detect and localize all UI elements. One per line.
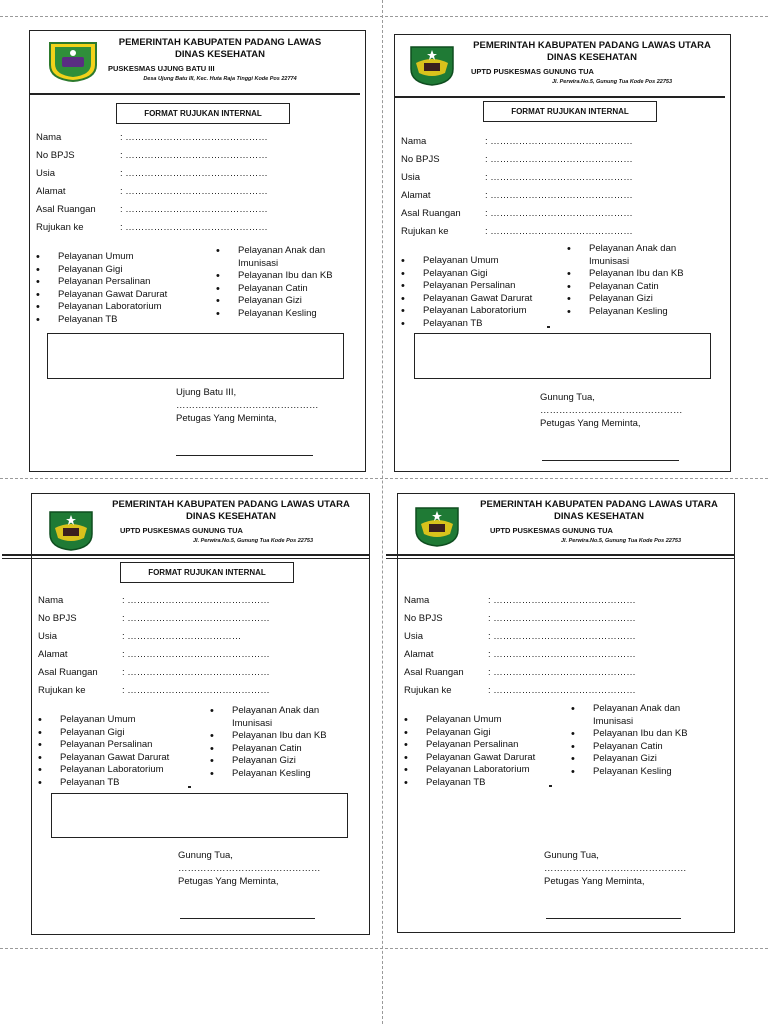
service-item: • Pelayanan Anak dan Imunisasi xyxy=(216,245,346,270)
letterhead-rule-thin xyxy=(386,558,734,559)
service-item: • Pelayanan Ibu dan KB xyxy=(210,730,350,743)
field-blank: : ……………………………………… xyxy=(485,154,633,165)
field-label: Asal Ruangan xyxy=(38,667,98,678)
field-label: Rujukan ke xyxy=(401,226,449,237)
service-item: • Pelayanan Gigi xyxy=(404,727,574,740)
field-label: Nama xyxy=(38,595,64,606)
signature-block xyxy=(540,391,730,430)
signature-block xyxy=(544,849,734,888)
service-item: • Pelayanan Anak dan Imunisasi xyxy=(571,703,711,728)
letterhead-clinic: UPTD PUSKESMAS GUNUNG TUA xyxy=(490,525,613,535)
signature-line[interactable] xyxy=(542,460,679,461)
services-right xyxy=(210,705,350,780)
service-item: • Pelayanan Laboratorium xyxy=(36,301,206,314)
service-item: • Pelayanan Persalinan xyxy=(401,280,571,293)
letterhead-clinic: UPTD PUSKESMAS GUNUNG TUA xyxy=(120,525,243,535)
service-item: • Pelayanan Gawat Darurat xyxy=(38,752,208,765)
field-blank: : ……………………………………… xyxy=(485,226,633,237)
field-label: Nama xyxy=(401,136,427,147)
field-blank: : ……………………………………… xyxy=(485,208,633,219)
service-item: • Pelayanan Kesling xyxy=(567,306,707,319)
service-item: • Pelayanan Umum xyxy=(36,251,206,264)
field-label: No BPJS xyxy=(401,154,440,165)
service-item: • Pelayanan Ibu dan KB xyxy=(216,270,346,283)
service-item: • Pelayanan Umum xyxy=(401,255,571,268)
field-blank: : ……………………………………… xyxy=(120,222,268,233)
services-left xyxy=(36,251,206,326)
field-blank: : ……………………………………… xyxy=(122,595,270,606)
place-date: Ujung Batu III, ……………………………………… xyxy=(176,387,319,411)
referral-form-2 xyxy=(394,34,731,472)
service-item: • Pelayanan Gigi xyxy=(38,727,208,740)
field-label: Usia xyxy=(404,631,424,642)
field-label: Nama xyxy=(36,132,62,143)
service-item: • Pelayanan Laboratorium xyxy=(401,305,571,318)
letterhead-agency: DINAS KESEHATAN xyxy=(547,51,637,63)
service-item: • Pelayanan Gizi xyxy=(216,295,346,308)
field-blank: : ……………………………………… xyxy=(120,150,268,161)
signer-label: Petugas Yang Meminta, xyxy=(178,876,279,887)
referral-form-1 xyxy=(29,30,366,472)
field-blank: : ……………………………………… xyxy=(485,172,633,183)
field-label: Alamat xyxy=(404,649,434,660)
field-blank: : ……………………………………… xyxy=(488,649,636,660)
service-item: • Pelayanan Ibu dan KB xyxy=(571,728,711,741)
letterhead-address: Desa Ujung Batu III, Kec. Huta Raja Tinggi Kode Pos 22774 xyxy=(143,76,297,83)
service-item: • Pelayanan Catin xyxy=(567,281,707,294)
place-date: Gunung Tua, ……………………………………… xyxy=(178,850,321,874)
letterhead-agency: DINAS KESEHATAN xyxy=(186,510,276,522)
field-blank: : ……………………………………… xyxy=(122,613,270,624)
field-label: Rujukan ke xyxy=(36,222,84,233)
stray-mark xyxy=(547,326,550,328)
field-label: Alamat xyxy=(38,649,68,660)
field-label: No BPJS xyxy=(36,150,75,161)
cut-line-middle xyxy=(0,478,768,479)
field-label: Usia xyxy=(36,168,56,179)
notes-box[interactable] xyxy=(414,333,711,379)
field-label: Asal Ruangan xyxy=(36,204,96,215)
signature-line[interactable] xyxy=(546,918,681,919)
service-item: • Pelayanan Gizi xyxy=(567,293,707,306)
field-label: Rujukan ke xyxy=(38,685,86,696)
services-left xyxy=(404,714,574,789)
letterhead-clinic: UPTD PUSKESMAS GUNUNG TUA xyxy=(471,66,594,76)
service-item: • Pelayanan Gizi xyxy=(210,755,350,768)
place-date: Gunung Tua, ……………………………………… xyxy=(540,392,683,416)
stray-mark xyxy=(188,786,191,788)
letterhead-rule xyxy=(395,96,725,98)
field-blank: : ……………………………………… xyxy=(120,132,268,143)
letterhead-agency: DINAS KESEHATAN xyxy=(175,48,265,60)
field-blank: : ……………………………………… xyxy=(120,186,268,197)
service-item: • Pelayanan Umum xyxy=(404,714,574,727)
services-right xyxy=(567,243,707,318)
signer-label: Petugas Yang Meminta, xyxy=(540,418,641,429)
letterhead xyxy=(468,499,730,545)
letterhead-address: Jl. Perwira.No.5, Gunung Tua Kode Pos 22753 xyxy=(192,538,314,545)
field-label: Alamat xyxy=(401,190,431,201)
service-item: • Pelayanan TB xyxy=(36,314,206,327)
service-item: • Pelayanan Persalinan xyxy=(38,739,208,752)
service-item: • Pelayanan Persalinan xyxy=(36,276,206,289)
letterhead-clinic: PUSKESMAS UJUNG BATU III xyxy=(108,63,215,73)
field-blank: : ……………………………………… xyxy=(488,685,636,696)
field-label: Rujukan ke xyxy=(404,685,452,696)
notes-box[interactable] xyxy=(47,333,344,379)
service-item: • Pelayanan Gigi xyxy=(36,264,206,277)
service-item: • Pelayanan Gawat Darurat xyxy=(404,752,574,765)
cut-line-bottom xyxy=(0,948,768,949)
field-blank: : ……………………………………… xyxy=(122,667,270,678)
form-title: FORMAT RUJUKAN INTERNAL xyxy=(120,562,294,583)
field-label: Nama xyxy=(404,595,430,606)
service-item: • Pelayanan Catin xyxy=(210,743,350,756)
service-item: • Pelayanan Persalinan xyxy=(404,739,574,752)
letterhead-rule xyxy=(2,554,369,556)
service-item: • Pelayanan Gawat Darurat xyxy=(36,289,206,302)
letterhead-rule-thin xyxy=(2,558,369,559)
signer-label: Petugas Yang Meminta, xyxy=(176,413,277,424)
letterhead-address: Jl. Perwira.No.5, Gunung Tua Kode Pos 22753 xyxy=(551,79,673,86)
regency-emblem-icon xyxy=(46,39,100,83)
letterhead-agency: DINAS KESEHATAN xyxy=(554,510,644,522)
letterhead-rule xyxy=(386,554,734,556)
field-blank: : ……………………………………… xyxy=(488,595,636,606)
field-label: No BPJS xyxy=(404,613,443,624)
service-item: • Pelayanan TB xyxy=(401,318,571,331)
field-blank: : ……………………………………… xyxy=(488,667,636,678)
service-item: • Pelayanan Gizi xyxy=(571,753,711,766)
service-item: • Pelayanan Catin xyxy=(571,741,711,754)
services-right xyxy=(571,703,711,778)
field-blank: : ……………………………………… xyxy=(120,204,268,215)
cut-line-vertical xyxy=(382,0,383,1024)
signature-line[interactable] xyxy=(176,455,313,456)
field-label: Usia xyxy=(401,172,421,183)
field-blank: : ……………………………… xyxy=(122,631,242,642)
letterhead-rule xyxy=(30,93,360,95)
place-date: Gunung Tua, ……………………………………… xyxy=(544,850,687,874)
service-item: • Pelayanan Gigi xyxy=(401,268,571,281)
signer-label: Petugas Yang Meminta, xyxy=(544,876,645,887)
field-blank: : ……………………………………… xyxy=(488,613,636,624)
service-item: • Pelayanan Anak dan Imunisasi xyxy=(567,243,707,268)
field-blank: : ……………………………………… xyxy=(120,168,268,179)
services-left xyxy=(38,714,208,789)
signature-block xyxy=(176,386,365,425)
service-item: • Pelayanan TB xyxy=(38,777,208,790)
stray-mark xyxy=(549,785,552,787)
field-label: Alamat xyxy=(36,186,66,197)
field-blank: : ……………………………………… xyxy=(122,649,270,660)
service-item: • Pelayanan TB xyxy=(404,777,574,790)
services-left xyxy=(401,255,571,330)
regency-emblem-icon xyxy=(44,508,98,552)
field-blank: : ……………………………………… xyxy=(485,190,633,201)
service-item: • Pelayanan Umum xyxy=(38,714,208,727)
field-label: Usia xyxy=(38,631,58,642)
letterhead-address: Jl. Perwira.No.5, Gunung Tua Kode Pos 22753 xyxy=(560,538,682,545)
regency-emblem-icon xyxy=(405,43,459,87)
service-item: • Pelayanan Laboratorium xyxy=(404,764,574,777)
letterhead xyxy=(461,40,723,86)
letterhead xyxy=(100,499,362,545)
form-title: FORMAT RUJUKAN INTERNAL xyxy=(483,101,657,122)
service-item: • Pelayanan Gawat Darurat xyxy=(401,293,571,306)
services-right xyxy=(216,245,346,320)
service-item: • Pelayanan Kesling xyxy=(210,768,350,781)
service-item: • Pelayanan Ibu dan KB xyxy=(567,268,707,281)
field-label: Asal Ruangan xyxy=(404,667,464,678)
field-blank: : ……………………………………… xyxy=(488,631,636,642)
letterhead-government: PEMERINTAH KABUPATEN PADANG LAWAS xyxy=(118,37,322,48)
service-item: • Pelayanan Anak dan Imunisasi xyxy=(210,705,350,730)
service-item: • Pelayanan Kesling xyxy=(216,308,346,321)
referral-form-3 xyxy=(31,493,370,935)
field-blank: : ……………………………………… xyxy=(485,136,633,147)
cut-line-top xyxy=(0,16,768,17)
letterhead xyxy=(100,37,340,83)
service-item: • Pelayanan Catin xyxy=(216,283,346,296)
letterhead-government: PEMERINTAH KABUPATEN PADANG LAWAS UTARA xyxy=(112,499,350,510)
regency-emblem-icon xyxy=(410,504,464,548)
field-label: No BPJS xyxy=(38,613,77,624)
referral-form-4 xyxy=(397,493,735,933)
service-item: • Pelayanan Kesling xyxy=(571,766,711,779)
notes-box[interactable] xyxy=(51,793,348,838)
signature-line[interactable] xyxy=(180,918,315,919)
service-item: • Pelayanan Laboratorium xyxy=(38,764,208,777)
field-blank: : ……………………………………… xyxy=(122,685,270,696)
field-label: Asal Ruangan xyxy=(401,208,461,219)
signature-block xyxy=(178,849,369,888)
letterhead-government: PEMERINTAH KABUPATEN PADANG LAWAS UTARA xyxy=(473,40,711,51)
form-title: FORMAT RUJUKAN INTERNAL xyxy=(116,103,290,124)
letterhead-government: PEMERINTAH KABUPATEN PADANG LAWAS UTARA xyxy=(480,499,718,510)
